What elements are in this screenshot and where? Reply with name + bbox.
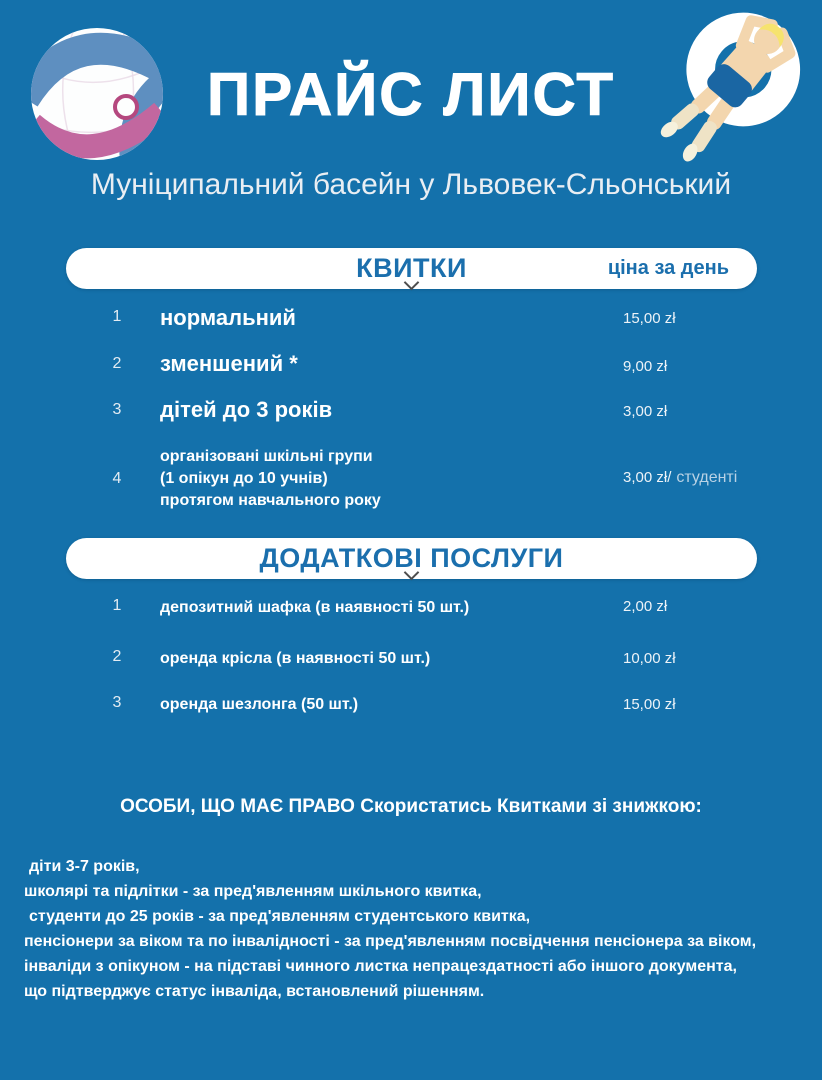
ticket-row-label-line: протягом навчального року (160, 492, 381, 509)
ticket-row-label-line: (1 опікун до 10 учнів) (160, 470, 328, 487)
discount-heading: ОСОБИ, ЩО МАЄ ПРАВО Скористатись Квитками зі знижкою: (120, 796, 702, 817)
discount-lines (24, 854, 810, 1004)
service-row-number: 2 (112, 648, 122, 665)
ticket-row-price: 3,00 zł (623, 403, 668, 420)
service-row-price: 10,00 zł (623, 650, 676, 667)
service-row-label: депозитний шафка (в наявності 50 шт.) (160, 599, 470, 616)
ticket-row-number: 2 (112, 355, 122, 372)
ticket-row-price-group (623, 469, 737, 487)
ticket-row-price: 9,00 zł (623, 358, 668, 375)
discount-line: школярі та підлітки - за пред'явленням шкільного квитка, (24, 883, 482, 900)
ticket-row-label: зменшений * (160, 351, 298, 376)
discount-line: інваліди з опікуном - на підставі чинного листка непрацездатності або іншого документа, (24, 958, 737, 975)
ticket-row-label: нормальний (160, 305, 296, 330)
ticket-row-price-note: студенті (676, 469, 738, 486)
discount-line: пенсіонери за віком та по інвалідності - за пред'явленням посвідчення пенсіонера за віком, (24, 933, 757, 950)
service-row-number: 1 (112, 597, 122, 614)
discount-line: студенти до 25 років - за пред'явленням студентського квитка, (29, 908, 531, 925)
ticket-row-number: 3 (112, 401, 122, 418)
services-section-title: ДОДАТКОВІ ПОСЛУГИ (259, 543, 564, 573)
ticket-row-price: 15,00 zł (623, 310, 676, 327)
page-title: ПРАЙС ЛИСТ (206, 61, 616, 128)
tickets-section-title: КВИТКИ (356, 253, 467, 283)
service-row-number: 3 (112, 694, 122, 711)
service-row-price: 2,00 zł (623, 598, 668, 615)
price-column-header: ціна за день (607, 257, 729, 279)
ticket-row-number: 1 (112, 308, 122, 325)
page-subtitle: Муніципальний басейн у Львовек-Сльонський (90, 168, 732, 201)
ticket-row-number: 4 (112, 470, 122, 487)
service-row-label: оренда шезлонга (50 шт.) (160, 696, 359, 713)
ticket-row-price: 3,00 zł/ (623, 469, 672, 486)
service-row-price: 15,00 zł (623, 696, 676, 713)
ticket-row-label (160, 446, 381, 512)
discount-line: діти 3-7 років, (29, 858, 140, 875)
ticket-row-label-line: організовані шкільні групи (160, 448, 373, 465)
service-row-label: оренда крісла (в наявності 50 шт.) (160, 650, 431, 667)
ticket-row-label: дітей до 3 років (160, 397, 333, 422)
discount-line: що підтверджує статус інваліда, встановлений рішенням. (24, 983, 485, 1000)
